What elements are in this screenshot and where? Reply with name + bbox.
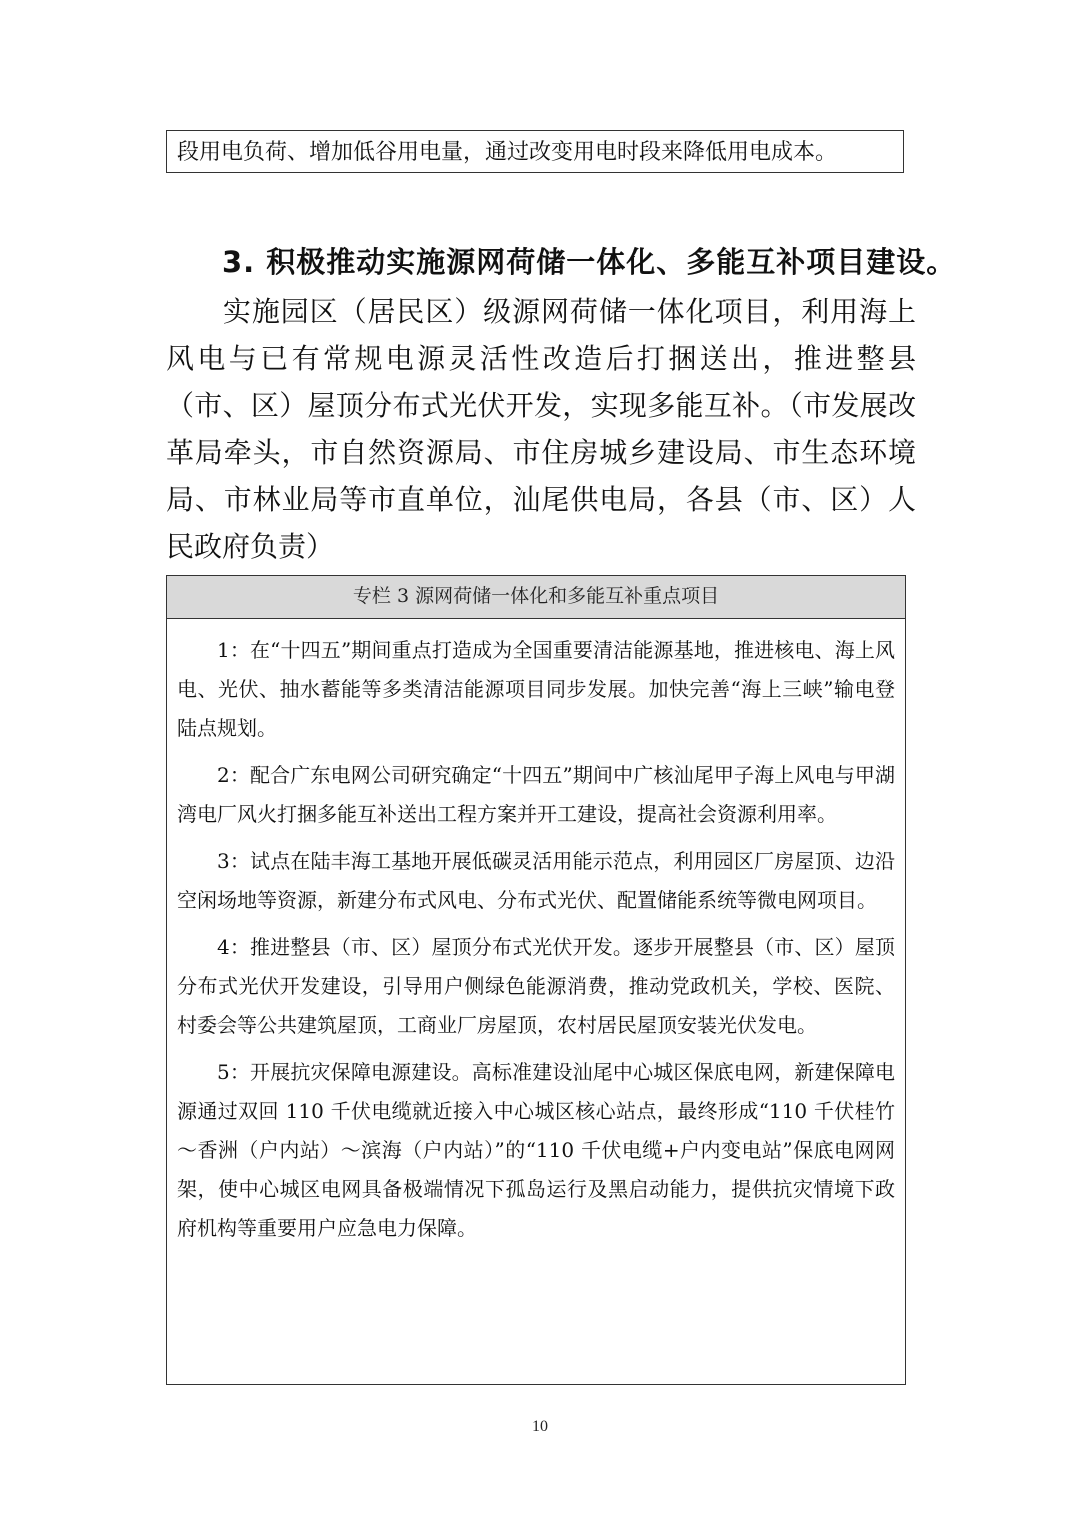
section-paragraph-text: 实施园区（居民区）级源网荷储一体化项目，利用海上风电与已有常规电源灵活性改造后打捆送出，推进整县（市、区）屋顶分布式光伏开发，实现多能互补。（市发展改革局牵头，市自然资源局、市住房城乡建设局、市生态环境局、市林业局等市直单位，汕尾供电局，各县（市、区）人民政府负责） [166, 295, 916, 563]
column-item-1: 1：在“十四五”期间重点打造成为全国重要清洁能源基地，推进核电、海上风电、光伏、抽水蓄能等多类清洁能源项目同步发展。加快完善“海上三峡”输电登陆点规划。 [177, 638, 895, 740]
section-heading: 3. 积极推动实施源网荷储一体化、多能互补项目建设。 [222, 245, 957, 279]
section-paragraph [166, 288, 916, 570]
continuation-text: 段用电负荷、增加低谷用电量，通过改变用电时段来降低用电成本。 [177, 140, 838, 165]
page-number: 10 [532, 1418, 548, 1435]
column-item-2: 2：配合广东电网公司研究确定“十四五”期间中广核汕尾甲子海上风电与甲湖湾电厂风火打捆多能互补送出工程方案并开工建设，提高社会资源利用率。 [177, 763, 895, 826]
continuation-table-cell [166, 130, 904, 173]
column-box [166, 575, 906, 1385]
column-title: 专栏 3 源网荷储一体化和多能互补重点项目 [167, 576, 905, 619]
column-item-4: 4：推进整县（市、区）屋顶分布式光伏开发。逐步开展整县（市、区）屋顶分布式光伏开发建设，引导用户侧绿色能源消费，推动党政机关，学校、医院、村委会等公共建筑屋顶，工商业厂房屋顶，农村居民屋顶安装光伏发电。 [177, 935, 895, 1037]
column-body [167, 619, 905, 1248]
column-item-5: 5：开展抗灾保障电源建设。高标准建设汕尾中心城区保底电网，新建保障电源通过双回 110 千伏电缆就近接入中心城区核心站点，最终形成“110 千伏桂竹～香洲（户内站）～滨海（户内站）”的“110 千伏电缆+户内变电站”保底电网网架，使中心城区电网具备极端情况下孤岛运行及黑启动能力，提供抗灾情境下政府机构等重要用户应急电力保障。 [177, 1060, 895, 1240]
column-item-3: 3：试点在陆丰海工基地开展低碳灵活用能示范点，利用园区厂房屋顶、边沿空闲场地等资源，新建分布式风电、分布式光伏、配置储能系统等微电网项目。 [177, 849, 895, 912]
